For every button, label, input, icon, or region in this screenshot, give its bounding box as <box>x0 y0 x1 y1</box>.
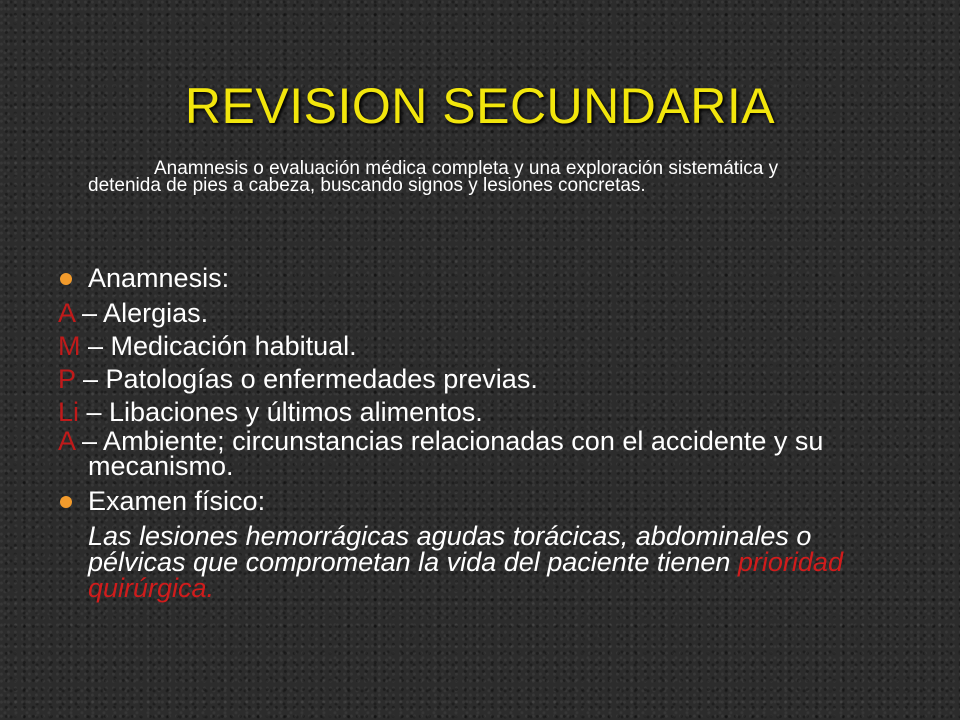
exam-detail <box>58 523 908 601</box>
exam-heading: Examen físico: <box>88 486 266 516</box>
intro-paragraph: Anamnesis o evaluación médica completa y una exploración sistemática y detenida de pies a cabeza, buscando signos y lesiones concretas. <box>88 158 779 196</box>
ample-item <box>58 426 908 481</box>
ample-text: – Medicación habitual. <box>80 331 357 361</box>
ample-text: – Alergias. <box>74 298 209 328</box>
ample-text: – Ambiente; circunstancias relacionadas con el accidente y su mecanismo. <box>74 426 824 481</box>
ample-item <box>58 363 908 395</box>
ample-letter: P <box>58 364 76 394</box>
ample-item <box>58 396 908 428</box>
ample-letter: M <box>58 331 81 361</box>
exam-highlight: prioridad quirúrgica. <box>88 547 843 603</box>
ample-letter: A <box>58 298 75 328</box>
slide-content <box>58 262 908 601</box>
bullet-dot-icon <box>60 496 72 508</box>
slide-title: REVISION SECUNDARIA <box>184 78 776 134</box>
ample-text: – Patologías o enfermedades previas. <box>75 364 538 394</box>
anamnesis-bullet <box>58 262 908 294</box>
bullet-dot-icon <box>60 273 72 285</box>
ample-item <box>58 330 908 362</box>
ample-letter: Li <box>58 397 80 427</box>
exam-text: Las lesiones hemorrágicas agudas torácicas, abdominales o pélvicas que comprometan la vida del paciente tienen <box>88 521 812 577</box>
ample-text: – Libaciones y últimos alimentos. <box>79 397 483 427</box>
ample-item <box>58 297 908 329</box>
anamnesis-heading: Anamnesis: <box>88 263 230 293</box>
exam-bullet <box>58 485 908 517</box>
ample-letter: A <box>58 426 75 456</box>
